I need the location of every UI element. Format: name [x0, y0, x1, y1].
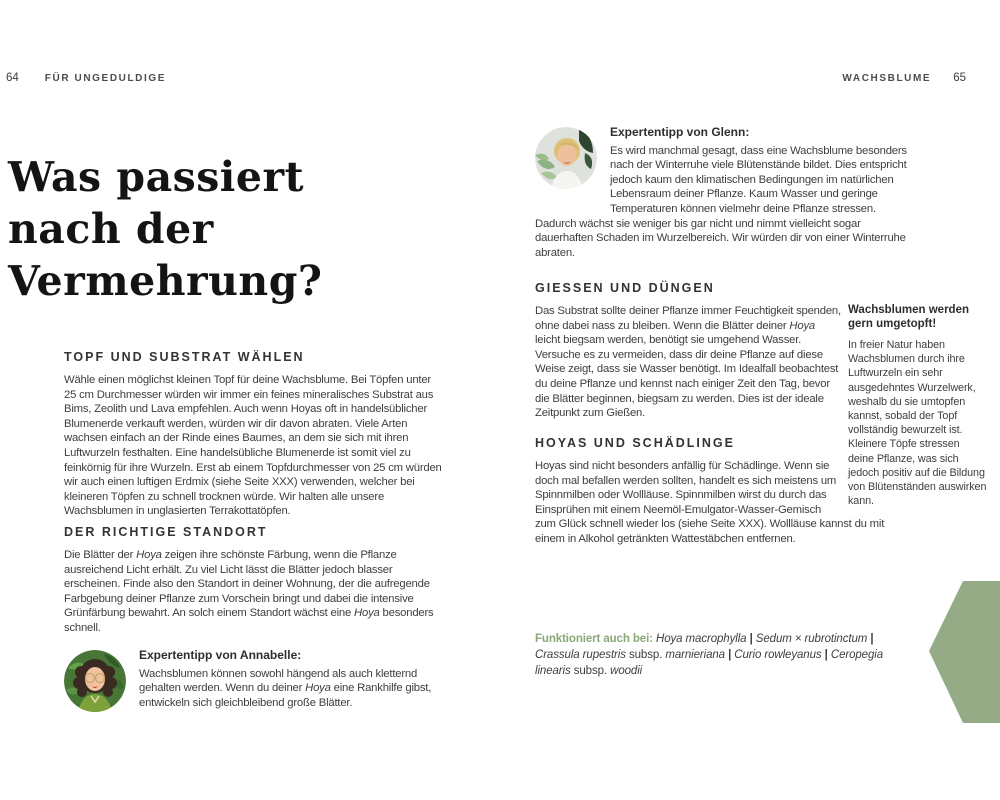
glenn-avatar-illustration: [535, 127, 597, 189]
section-body-hoyas: Hoyas sind nicht besonders anfällig für Schädlinge. Wenn sie doch mal befallen werden sollten, handelt es sich meistens um Spinnmilben oder Wollläuse. Spinnmilben wirst du durch das Einsprühen mit einem Neemöl-Emulgator-Wasser-Gemisch zum Glück schnell wieder los (siehe Seite XXX). Wollläuse kannst du mit einem in Alkohol getränkten Wattestäbchen entfernen.: [535, 460, 885, 545]
page-title: [8, 151, 488, 307]
section-heading-topf: TOPF UND SUBSTRAT WÄHLEN: [64, 350, 305, 364]
page-title-line: nach der: [8, 205, 214, 254]
glenn-avatar: [535, 127, 597, 189]
section-richtiger-standort: [64, 525, 446, 636]
sidebar-note-title: Wachsblumen werden gern umgetopft!: [848, 304, 969, 330]
running-header-left: [6, 72, 166, 84]
section-heading-standort: DER RICHTIGE STANDORT: [64, 525, 268, 539]
section-heading-giessen: GIESSEN UND DÜNGEN: [535, 281, 715, 295]
also-works-list: Funktioniert auch bei: Hoya macrophylla | Sedum × rubrotinctum | Crassula rupestris subsp. marnieriana | Curio rowleyanus | Ceropegia linearis subsp. woodii: [535, 633, 884, 678]
section-giessen-und-duengen: [535, 281, 843, 421]
running-head-left-label: FÜR UNGEDULDIGE: [44, 73, 167, 84]
page-title-line: Was passiert: [8, 153, 305, 202]
section-body-giessen: Das Substrat sollte deiner Pflanze immer Feuchtigkeit spenden, ohne dabei nass zu bleiben. Wenn die Blätter deiner Hoya leicht biegsam werden, benötigt sie umgehend Wasser. Versuche es zu vermeiden, dass dir deine Pflanze auf diese Weise zeigt, dass sie Wasser benötigt. Im Idealfall beobachtest du deine Pflanze und kennst nach einiger Zeit den Tag, bevor die Blätter beginnen, biegsam zu werden. Dies ist der ideale Zeitpunkt zum Gießen.: [535, 305, 841, 420]
hexagon-decoration: [925, 578, 1000, 726]
expert-tip-glenn-heading: Expertentipp von Glenn:: [610, 125, 750, 139]
expert-tip-annabelle: [64, 648, 460, 726]
running-header-right: [842, 72, 966, 84]
page-title-line: Vermehrung?: [8, 257, 323, 306]
annabelle-avatar-illustration: [64, 650, 126, 712]
section-body-standort: Die Blätter der Hoya zeigen ihre schönste Färbung, wenn die Pflanze ausreichend Licht erhält. Zu viel Licht lässt die Blätter jedoch blasser erscheinen. Finde also den Standort in deiner Wohnung, der die aufregende Farbgebung deiner Pflanze zum Vorschein bringt und dabei die intensive Grünfärbung bewahrt. An solch einem Standort wächst eine Hoya besonders schnell.: [64, 549, 434, 634]
expert-tip-glenn: [535, 125, 913, 260]
expert-tip-glenn-body: Es wird manchmal gesagt, dass eine Wachsblume besonders nach der Winterruhe viele Blütenstände bildet. Dies entspricht jedoch kaum den klimatischen Bedingungen im natürlichen Lebensraum deiner Pflanze. Kaum Wasser und geringe Temperaturen können vielmehr deine Pflanze stressen. Dadurch wächst sie weniger bis gar nicht und nimmt vielleicht sogar dauerhaften Schaden im Wurzelbereich. Wir würden dir von einer Winterruhe abraten.: [535, 144, 907, 259]
page-number-right: 65: [953, 72, 966, 84]
expert-tip-annabelle-heading: Expertentipp von Annabelle:: [139, 648, 302, 662]
annabelle-avatar: [64, 650, 126, 712]
sidebar-note-body: In freier Natur haben Wachsblumen durch ihre Luftwurzeln ein sehr ausgedehntes Wurzelwerk, weshalb du sie umtopfen kannst, sobald der Topf vollständig bewurzelt ist. Kleinere Töpfe stressen deine Pflanze, was sich jedoch positiv auf die Bildung von Blütenständen auswirken kann.: [848, 339, 987, 508]
running-head-right-label: WACHSBLUME: [842, 73, 932, 84]
expert-tip-annabelle-body: Wachsblumen können sowohl hängend als auch kletternd gehalten werden. Wenn du deiner Hoya eine Rankhilfe gibst, entwickeln sich gleichbleibend große Blätter.: [139, 667, 432, 709]
section-heading-hoyas: HOYAS UND SCHÄDLINGE: [535, 436, 735, 450]
section-topf-und-substrat: [64, 350, 446, 519]
page-number-left: 64: [6, 72, 19, 84]
section-hoyas-und-schaedlinge: [535, 436, 887, 547]
section-body-topf: Wähle einen möglichst kleinen Topf für deine Wachsblume. Bei Töpfen unter 25 cm Durchmesser würden wir immer ein feines mineralisches Substrat aus Bims, Zeolith und Lava empfehlen. Auch wenn Hoyas oft in handelsüblicher Blumenerde verkauft werden, würden wir dir davon abraten. Viele Arten wachsen einfach an der Rinde eines Baumes, an dem sie sich mit ihren Luftwurzeln festhalten. Eine handelsübliche Blumenerde ist somit viel zu feinkörnig für ihre Wurzeln. Erst ab einem Topfdurchmesser von 25 cm würden wir auch einen luftigen Erdmix (siehe Seite XXX) verwenden, welcher bei kleineren Töpfen zu schnell trocknen würde. Wir halten alle unsere Wachsblumen in unglasierten Terrakottatöpfen.: [64, 374, 442, 518]
